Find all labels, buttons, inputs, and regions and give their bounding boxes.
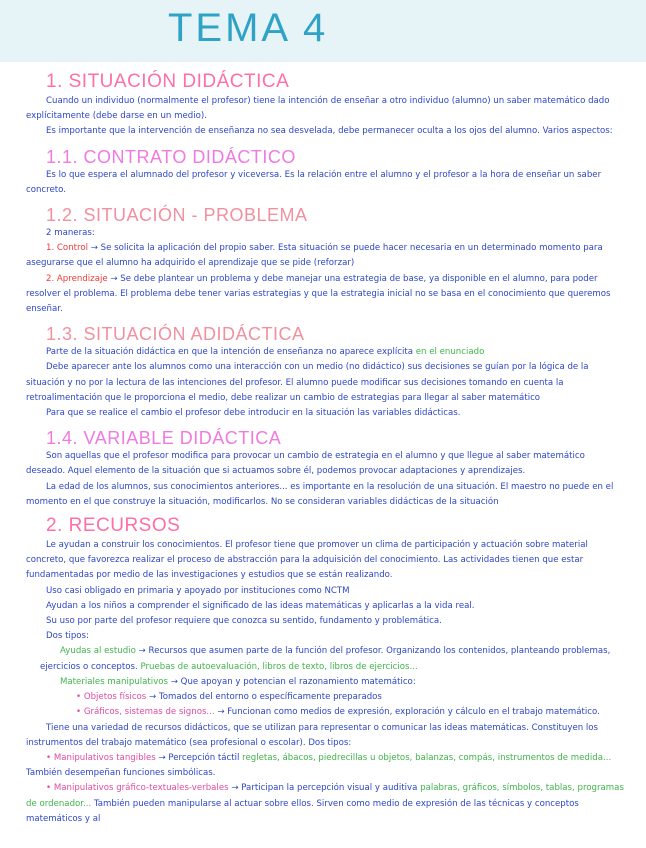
paragraph: Es lo que espera el alumnado del profesor y viceversa. Es la relación entre el alumno y el profesor a la hora de enseñar un saber concreto. (26, 169, 602, 195)
paragraph (26, 345, 626, 360)
paragraph: Son aquellas que el profesor modifica para provocar un cambio de estrategia en el alumno y que llegue al saber matemático deseado. Aquel elemento de la situación que si actuamos sobre él, podemos provocar adaptaciones y aprendizajes. (26, 451, 585, 477)
paragraph: Para que se realice el cambio el profesor debe introducir en la situación las variables didácticas. (46, 408, 461, 419)
paragraph: Le ayudan a construir los conocimientos. El profesor tiene que promover un clima de participación y actuación sobre material concreto, que favorezca realizar el proceso de abstracción para la adquisición del conocimiento. Las actividades tienen que estar fundamentadas por medio de las investigaciones y estudios que se están realizando. (26, 540, 588, 581)
paragraph: Dos tipos: (46, 631, 89, 642)
paragraph: Cuando un individuo (normalmente el profesor) tiene la intención de enseñar a otro individuo (alumno) un saber matemático dado explícitamente (debe darse en un medio). (26, 96, 610, 122)
heading-contrato-didactico: 1.1. CONTRATO DIDÁCTICO (46, 146, 296, 167)
heading-recursos: 2. RECURSOS (46, 515, 181, 537)
bullet-icon: • (76, 707, 84, 718)
highlight-text: Pruebas de autoevaluación, libros de texto, libros de ejercicios... (140, 661, 418, 672)
title-banner (0, 0, 646, 62)
paragraph: Tiene una variedad de recursos didácticos, que se utilizan para representar o comunicar las ideas matemáticas. Constituyen los instrumentos del trabajo matemático (sea profesional o escolar). Dos tipos: (26, 722, 599, 748)
list-item (26, 705, 626, 720)
item-label: Ayudas al estudio (60, 646, 136, 657)
item-label: Objetos físicos (83, 692, 147, 703)
item-label: 1. Control (46, 243, 88, 254)
paragraph: Ayudan a los niños a comprender el significado de las ideas matemáticas y aplicarlas a la vida real. (46, 600, 475, 611)
item-text: → Se debe plantear un problema y debe manejar una estrategia de base, ya disponible en el alumno, para poder resolver el problema. El problema debe tener varias estrategias y que la estrategia inicial no se basa en el conocimiento que queremos enseñar. (26, 273, 611, 315)
list-item (26, 751, 626, 781)
page-title: TEMA 4 (168, 6, 329, 50)
heading-situacion-adidactica: 1.3. SITUACIÓN ADIDÁCTICA (46, 324, 305, 345)
item-text: → Participan la percepción visual y auditiva (228, 783, 421, 794)
item-text: → Recursos que asumen parte de la función del profesor. Organizando los contenidos, planteando problemas, ejercicios o conceptos. (40, 646, 611, 672)
list-item (26, 241, 626, 271)
paragraph: Debe aparecer ante los alumnos como una interacción con un medio (no didáctico) sus decisiones se guían por la lógica de la situación y no por la lectura de las intenciones del profesor. El alumno puede modificar sus decisiones tomando en cuenta la retroalimentación que le proporciona el medio, debe realizar un cambio de estrategias para llegar al saber matemático (26, 362, 589, 403)
text: Parte de la situación didáctica en que la intención de enseñanza no aparece explícita (46, 347, 416, 358)
item-text: → Se solicita la aplicación del propio saber. Esta situación se puede hacer necesaria en un determinado momento para asegurarse que el alumno ha adquirido el aprendizaje que se pide (reforzar) (26, 243, 603, 269)
paragraph: La edad de los alumnos, sus conocimientos anteriores... es importante en la resolución de una situación. El maestro no puede en el momento en el que construye la situación, modificarlos. No se consideran variables didácticas de la situación (26, 481, 614, 507)
paragraph: 2 maneras: (46, 228, 95, 239)
item-label: Gráficos, sistemas de signos... (83, 707, 215, 718)
item-text: También pueden manipularse al actuar sobre ellos. Sirven como medio de expresión de las técnicas y conceptos matemáticos y al (26, 798, 579, 824)
list-item (26, 644, 626, 674)
list-item (26, 690, 626, 705)
item-label: Manipulativos gráfico-textuales-verbales (53, 783, 229, 794)
list-item (26, 675, 626, 690)
item-text: → Percepción táctil (155, 752, 243, 763)
list-item (26, 781, 626, 827)
notes-body (26, 66, 626, 827)
item-text: → Que apoyan y potencian el razonamiento matemático: (168, 676, 416, 687)
bullet-icon: • (76, 692, 84, 703)
bullet-icon: • (46, 752, 54, 763)
heading-situacion-didactica: 1. SITUACIÓN DIDÁCTICA (46, 71, 290, 92)
item-text: También desempeñan funciones simbólicas. (26, 768, 216, 779)
paragraph: Uso casi obligado en primaria y apoyado por instituciones como NCTM (46, 585, 350, 596)
item-text: → Funcionan como medios de expresión, exploración y cálculo en el trabajo matemático. (214, 707, 600, 718)
heading-situacion-problema: 1.2. SITUACIÓN - PROBLEMA (46, 205, 308, 226)
paragraph: Su uso por parte del profesor requiere que conozca su sentido, fundamento y problemática. (46, 616, 442, 627)
list-item (26, 272, 626, 318)
highlight-text: regletas, ábacos, piedrecillas u objetos, balanzas, compás, instrumentos de medida... (242, 752, 612, 763)
item-label: Manipulativos tangibles (53, 752, 156, 763)
highlight-text: en el enunciado (415, 347, 485, 358)
heading-variable-didactica: 1.4. VARIABLE DIDÁCTICA (46, 428, 282, 449)
paragraph: Es importante que la intervención de enseñanza no sea desvelada, debe permanecer oculta a los ojos del alumno. Varios aspectos: (46, 126, 613, 137)
highlight-text: palabras, gráficos, símbolos, tablas, programas de ordenador... (26, 783, 624, 809)
item-text: → Tomados del entorno o específicamente preparados (146, 692, 382, 703)
item-label: Materiales manipulativos (60, 676, 169, 687)
bullet-icon: • (46, 783, 54, 794)
item-label: 2. Aprendizaje (46, 273, 108, 284)
